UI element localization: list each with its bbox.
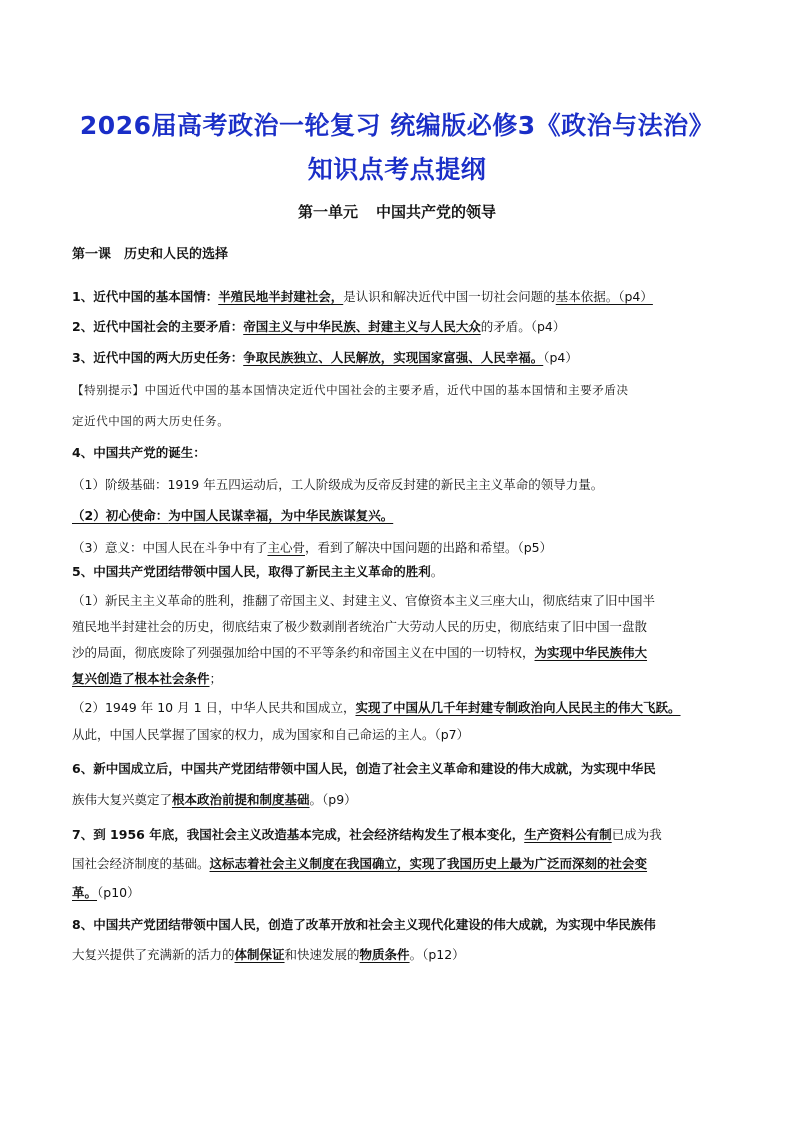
point-5-1-line-1: （1）新民主主义革命的胜利，推翻了帝国主义、封建主义、官僚资本主义三座大山，彻底结束了旧中国半 <box>72 593 655 608</box>
text: （p4） <box>543 350 578 365</box>
text: 族伟大复兴奠定了 <box>72 792 173 807</box>
point-label: 5、中国共产党团结带领中国人民，取得了 <box>72 564 306 579</box>
text: 。（p9） <box>309 792 357 807</box>
key-phrase: 为实现中华民族伟大 <box>534 645 648 660</box>
key-phrase: 主心骨 <box>267 540 305 555</box>
key-phrase: 新民主主义革命的胜利 <box>305 564 431 579</box>
key-phrase: 复兴创造了根本社会条件 <box>72 671 210 686</box>
point-8-line-1 <box>72 916 656 934</box>
text: 和快速发展的 <box>284 947 360 962</box>
key-phrase: 物质条件 <box>359 947 410 962</box>
unit-name: 中国共产党的领导 <box>376 203 497 221</box>
unit-heading <box>0 201 794 222</box>
key-phrase: 争取民族独立、人民解放，实现国家富强、人民幸福。 <box>243 350 544 365</box>
text: 大复兴提供了充满新的活力的 <box>72 947 235 962</box>
lesson-heading: 第一课 历史和人民的选择 <box>72 247 229 262</box>
text: 的矛盾。（p4） <box>480 319 566 334</box>
key-phrase: 半殖民地半封建社会， <box>218 289 344 304</box>
point-label: 3、近代中国的两大历史任务： <box>72 350 244 365</box>
point-7-line-2 <box>72 855 647 873</box>
document-subtitle: 知识点考点提纲 <box>307 155 487 184</box>
point-4-1: （1）阶级基础：1919 年五四运动后，工人阶级成为反帝反封建的新民主主义革命的领导力量。 <box>72 477 604 492</box>
point-5-1-line-4 <box>72 670 222 688</box>
key-phrase: 体制保证 <box>234 947 285 962</box>
point-5-1-line-2: 殖民地半封建社会的历史，彻底结束了极少数剥削者统治广大劳动人民的历史，彻底结束了旧中国一盘散 <box>72 619 648 634</box>
key-phrase: 根本政治前提和制度基础 <box>172 792 310 807</box>
key-phrase: 为中国人民谋幸福，为中华民族谋复兴。 <box>168 508 394 523</box>
point-label: （2）初心使命： <box>72 508 169 523</box>
text: 已成为我 <box>611 827 662 842</box>
point-5-2-line-2: 从此，中国人民掌握了国家的权力，成为国家和自己命运的主人。（p7） <box>72 727 470 742</box>
text: 8、中国共产党团结带领中国人民，创造了改革开放和社会主义现代化建设的伟大成就，为实现中华民族伟 <box>72 917 656 932</box>
point-5-2 <box>72 699 681 717</box>
special-note-line-1: 【特别提示】中国近代中国的基本国情决定近代中国社会的主要矛盾，近代中国的基本国情和主要矛盾决 <box>72 383 629 397</box>
key-phrase: 帝国主义与中华民族、封建主义与人民大众 <box>243 319 481 334</box>
key-phrase: 革。 <box>72 885 98 900</box>
text: 7、到 1956 年底，我国社会主义改造基本完成，社会经济结构发生了根本变化， <box>72 827 525 842</box>
point-8-line-2 <box>72 946 465 964</box>
text: （p10） <box>97 885 140 900</box>
text: 。 <box>430 564 444 579</box>
point-7-line-1 <box>72 826 662 844</box>
text: （2）1949 年 10 月 1 日，中华人民共和国成立， <box>72 700 356 715</box>
point-6-line-2 <box>72 791 357 809</box>
unit-number: 第一单元 <box>297 203 358 221</box>
key-phrase: 实现了中国从几千年封建专制政治向人民民主的伟大飞跃。 <box>355 700 681 715</box>
key-phrase: 生产资料公有制 <box>524 827 612 842</box>
text: 是认识和解决近代中国一切社会问题的 <box>343 289 556 304</box>
special-note-line-2: 定近代中国的两大历史任务。 <box>72 414 230 428</box>
point-5-1-line-3 <box>72 644 647 662</box>
point-label: 1、近代中国的基本国情： <box>72 289 219 304</box>
text: 沙的局面，彻底废除了列强强加给中国的不平等条约和帝国主义在中国的一切特权， <box>72 645 535 660</box>
text: 。（p12） <box>409 947 465 962</box>
text: 国社会经济制度的基础。 <box>72 856 210 871</box>
key-phrase: 这标志着社会主义制度在我国确立，实现了我国历史上最为广泛而深刻的社会变 <box>209 856 648 871</box>
point-6-line-1 <box>72 760 656 778</box>
point-4-3 <box>72 539 552 557</box>
text: 6、新中国成立后，中国共产党团结带领中国人民，创造了社会主义革命和建设的伟大成就，为实现中华民 <box>72 761 656 776</box>
key-phrase: 基本依据。（p4） <box>555 289 653 304</box>
text: ； <box>209 671 223 686</box>
text: （3）意义：中国人民在斗争中有了 <box>72 540 268 555</box>
point-label: 2、近代中国社会的主要矛盾： <box>72 319 244 334</box>
point-5 <box>72 563 443 581</box>
point-1 <box>72 288 653 306</box>
point-2 <box>72 318 565 336</box>
point-3 <box>72 349 578 367</box>
text: ，看到了解决中国问题的出路和希望。（p5） <box>304 540 553 555</box>
point-7-line-3 <box>72 884 140 902</box>
document-title: 2026届高考政治一轮复习 统编版必修3《政治与法治》 <box>79 111 715 140</box>
point-4: 4、中国共产党的诞生： <box>72 445 206 460</box>
point-4-2 <box>72 507 393 525</box>
